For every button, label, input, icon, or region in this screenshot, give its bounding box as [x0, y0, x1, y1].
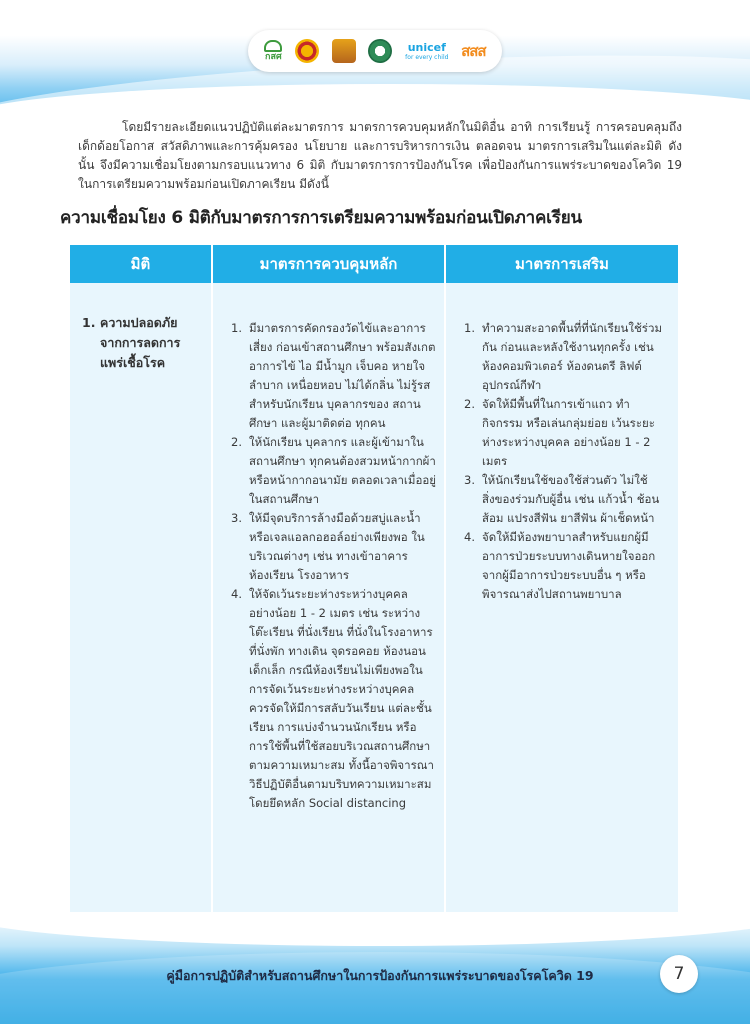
item-text: จัดให้มีพื้นที่ในการเข้าแถว ทำกิจกรรม หรือเล่นกลุ่มย่อย เว้นระยะห่างระหว่างบุคคล อย่างน้อย 1 - 2 เมตร: [482, 397, 655, 468]
list-item: [231, 433, 436, 509]
list-item: [231, 319, 436, 433]
partner-logos-bar: [248, 30, 502, 72]
item-number: 2.: [464, 397, 475, 411]
footer-wave-decoration: [0, 952, 750, 1024]
sss-logo: [461, 39, 485, 63]
item-text: ให้มีจุดบริการล้างมือด้วยสบู่และน้ำ หรือเจลแอลกอฮอล์อย่างเพียงพอ ในบริเวณต่างๆ เช่น ทางเข้าอาคาร ห้องเรียน โรงอาหาร: [249, 511, 425, 582]
item-number: 4.: [231, 587, 242, 601]
list-item: [464, 395, 670, 471]
header-extra-measures: มาตรการเสริม: [444, 245, 678, 283]
section-title: ความเชื่อมโยง 6 มิติกับมาตรการการเตรียมความพร้อมก่อนเปิดภาคเรียน: [60, 208, 582, 228]
item-number: 1.: [464, 321, 475, 335]
main-measures-cell: [211, 283, 444, 923]
item-text: ให้จัดเว้นระยะห่างระหว่างบุคคล อย่างน้อย 1 - 2 เมตร เช่น ระหว่างโต๊ะเรียน ที่นั่งเรียน ที่นั่งในโรงอาหาร ที่นั่งพัก ทางเดิน จุดรอคอย ห้องนอนเด็กเล็ก กรณีห้องเรียนไม่เพียงพอในการจัดเว้นระยะห่างระหว่างบุคคล ควรจัดให้มีการสลับวันเรียน แต่ละชั้นเรียน การแบ่งจำนวนนักเรียน หรือการใช้พื้นที่ใช้สอยบริเวณสถานศึกษา ตามความเหมาะสม ทั้งนี้อาจพิจารณาวิธีปฏิบัติอื่นตามบริบทความเหมาะสม โดยยึดหลัก Social distancing: [249, 587, 434, 810]
ministry-seal-logo: [295, 39, 319, 63]
list-item: [464, 528, 670, 604]
thaihealth-mark-icon: [264, 40, 282, 52]
dimension-cell: [70, 283, 211, 923]
dimension-line: ความปลอดภัย: [100, 315, 178, 330]
item-number: 2.: [231, 435, 242, 449]
table-row: [70, 283, 678, 923]
item-number: 3.: [231, 511, 242, 525]
list-item: [231, 509, 436, 585]
unicef-logo-subtext: for every child: [405, 53, 449, 61]
item-text: ให้นักเรียนใช้ของใช้ส่วนตัว ไม่ใช้สิ่งของร่วมกับผู้อื่น เช่น แก้วน้ำ ช้อน ส้อม แปรงสีฟัน ยาสีฟัน ผ้าเช็ดหน้า: [482, 473, 660, 525]
obec-emblem-logo: [332, 39, 356, 63]
list-item: [464, 319, 670, 395]
dimension-label: [82, 313, 211, 373]
header-main-measures: มาตรการควบคุมหลัก: [211, 245, 444, 283]
thaihealth-logo-text: กสศ: [265, 52, 282, 62]
page-number: 7: [660, 955, 698, 993]
list-item: [464, 471, 670, 528]
sss-logo-text: สสส: [461, 42, 486, 60]
dimension-number: 1.: [82, 315, 96, 330]
unicef-logo-text: unicef: [407, 40, 446, 54]
thaihealth-logo: [264, 40, 282, 62]
item-text: ให้นักเรียน บุคลากร และผู้เข้ามาในสถานศึกษา ทุกคนต้องสวมหน้ากากผ้าหรือหน้ากากอนามัย ตลอดเวลาเมื่ออยู่ในสถานศึกษา: [249, 435, 436, 506]
footer-wave-decoration: [0, 912, 750, 946]
health-dept-logo: [368, 39, 392, 63]
header-dimension: มิติ: [70, 245, 211, 283]
intro-paragraph: โดยมีรายละเอียดแนวปฏิบัติแต่ละมาตรการ มาตรการควบคุมหลักในมิติอื่น อาทิ การเรียนรู้ การครอบคลุมถึงเด็กด้อยโอกาส สวัสดิภาพและการคุ้มครอง นโยบาย และการบริหารการเงิน ตลอดจน มาตรการเสริมในแต่ละมิติ ดังนั้น จึงมีความเชื่อมโยงตามกรอบแนวทาง 6 มิติ กับมาตรการการป้องกันโรค เพื่อป้องกันการแพร่ระบาดของโควิด 19 ในการเตรียมความพร้อมก่อนเปิดภาคเรียน มีดังนี้: [78, 120, 682, 191]
table-header-row: [70, 245, 678, 283]
item-number: 1.: [231, 321, 242, 335]
unicef-logo: [405, 42, 448, 61]
dimension-line: จากการลดการ: [100, 335, 181, 350]
item-text: มีมาตรการคัดกรองวัดไข้และอาการเสี่ยง ก่อนเข้าสถานศึกษา พร้อมสังเกตอาการไข้ ไอ มีน้ำมูก เจ็บคอ หายใจลำบาก เหนื่อยหอบ ไม่ได้กลิ่น ไม่รู้รส สำหรับนักเรียน บุคลากรของ สถานศึกษา และผู้มาติดต่อ ทุกคน: [249, 321, 436, 430]
ministry-seal-icon: [295, 39, 319, 63]
health-dept-icon: [368, 39, 392, 63]
extra-measures-list: [464, 319, 670, 604]
dimension-line: แพร่เชื้อโรค: [100, 355, 166, 370]
item-number: 3.: [464, 473, 475, 487]
measures-table: [70, 245, 678, 923]
item-text: จัดให้มีห้องพยาบาลสำหรับแยกผู้มีอาการป่วยระบบทางเดินหายใจออกจากผู้มีอาการป่วยระบบอื่น ๆ หรือพิจารณาส่งไปสถานพยาบาล: [482, 530, 656, 601]
extra-measures-cell: [444, 283, 678, 923]
obec-emblem-icon: [332, 39, 356, 63]
item-text: ทำความสะอาดพื้นที่ที่นักเรียนใช้ร่วมกัน ก่อนและหลังใช้งานทุกครั้ง เช่น ห้องคอมพิวเตอร์ ห้องดนตรี ลิฟต์ อุปกรณ์กีฬา: [482, 321, 663, 392]
list-item: [231, 585, 436, 813]
footer-title: คู่มือการปฏิบัติสำหรับสถานศึกษาในการป้องกันการแพร่ระบาดของโรคโควิด 19: [166, 968, 594, 983]
item-number: 4.: [464, 530, 475, 544]
main-measures-list: [231, 319, 436, 813]
